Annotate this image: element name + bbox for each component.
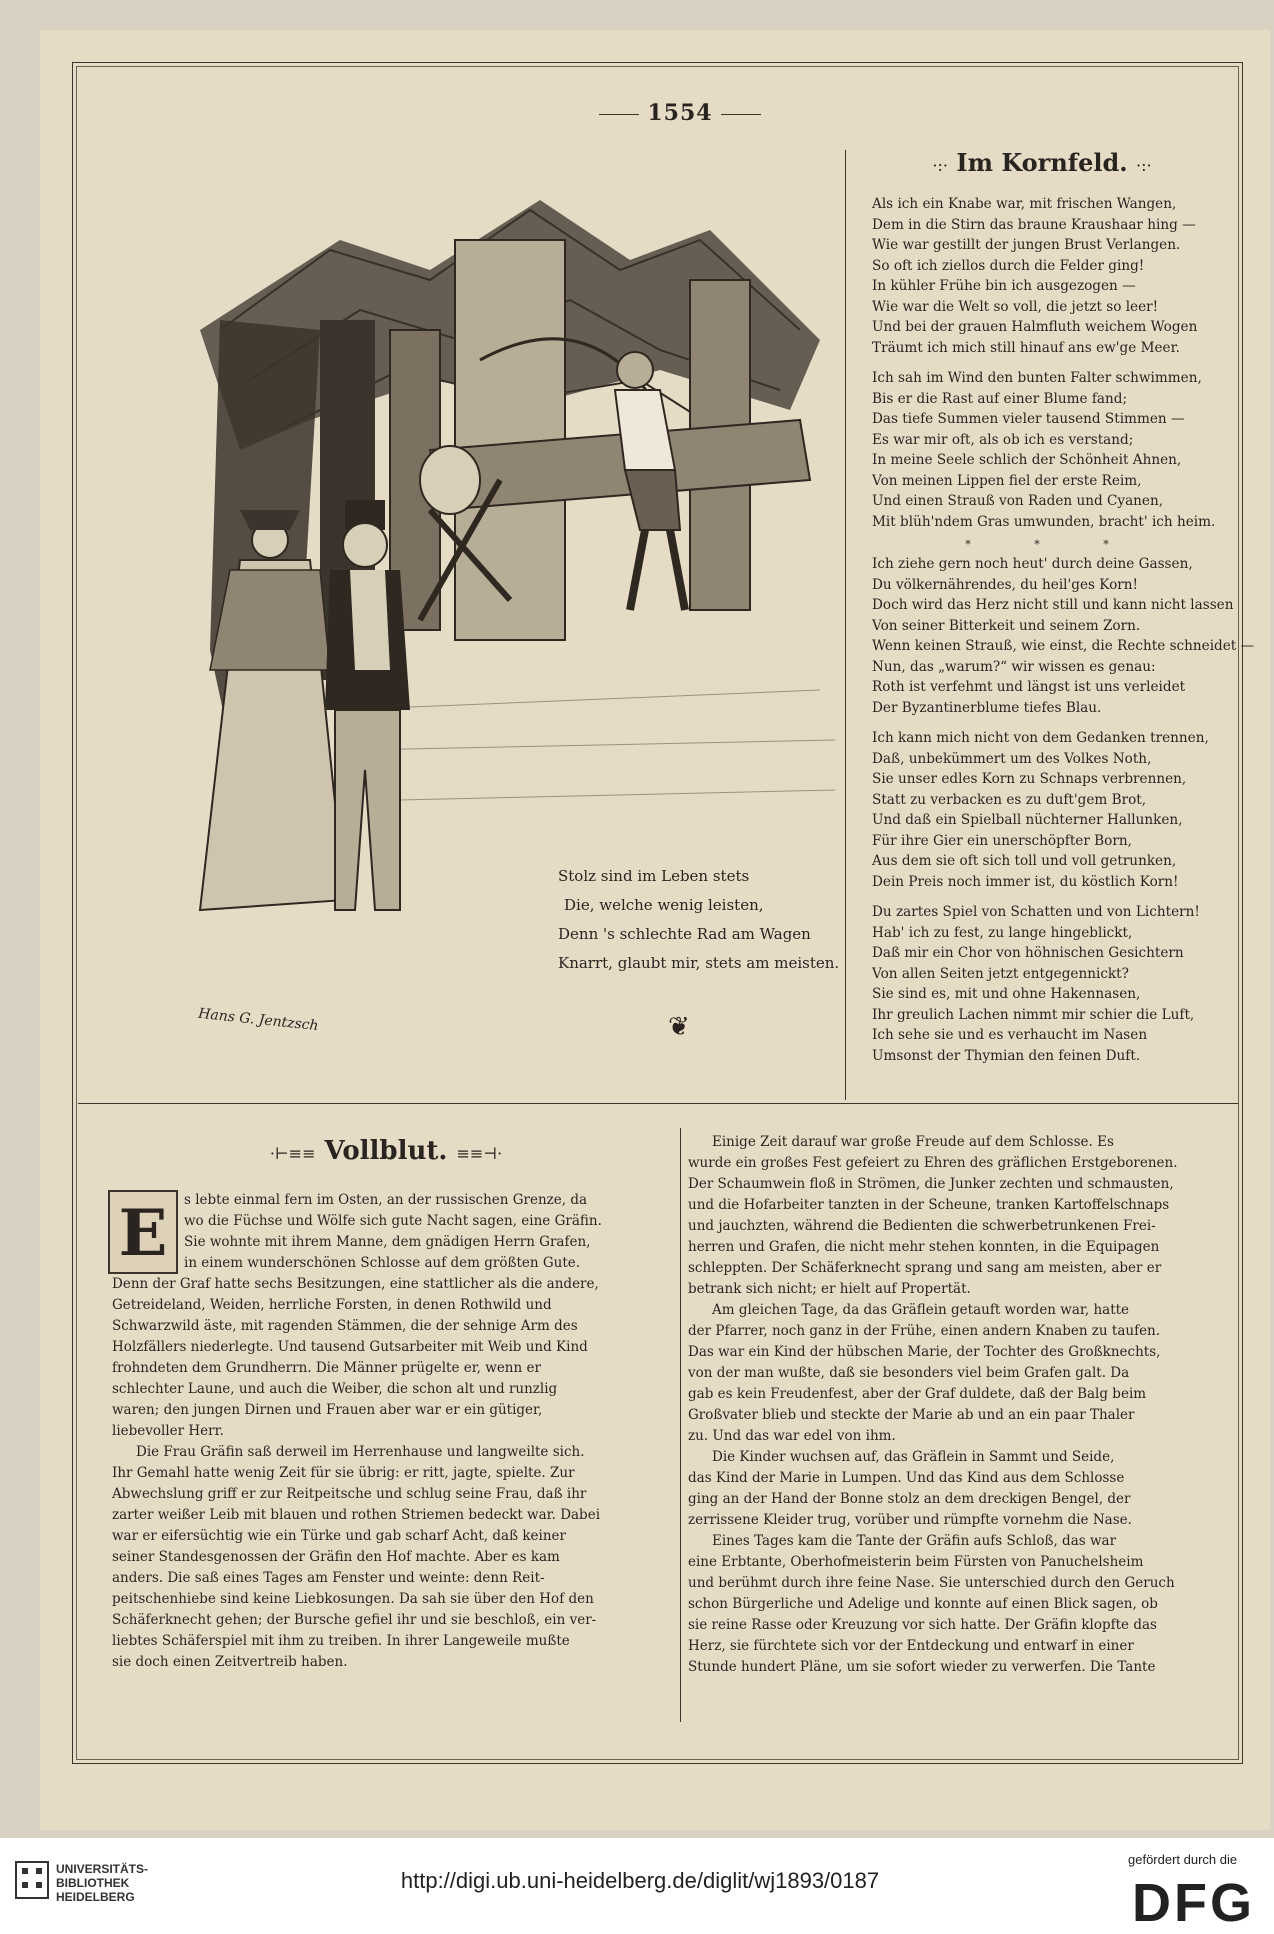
text-line: von der man wußte, daß sie besonders viel beim Grafen galt. Da — [688, 1365, 1130, 1381]
text-line: Die Kinder wuchsen auf, das Gräflein in Sammt und Seide, — [712, 1449, 1115, 1465]
poem-line: Wie war die Welt so voll, die jetzt so leer! — [872, 298, 1159, 315]
poem-line: Daß mir ein Chor von höhnischen Gesichtern — [872, 945, 1184, 961]
text-line: Am gleichen Tage, da das Gräflein getauft worden war, hatte — [712, 1302, 1130, 1318]
text-line: Einige Zeit darauf war große Freude auf dem Schlosse. Es — [712, 1134, 1114, 1150]
text-line: anders. Die saß eines Tages am Fenster und weinte: denn Reit- — [112, 1570, 545, 1586]
poem-line: Nun, das „warum?“ wir wissen es genau: — [872, 658, 1156, 675]
poem-stanza — [872, 368, 1232, 532]
text-line: der Pfarrer, noch ganz in der Frühe, einen andern Knaben zu taufen. — [688, 1323, 1161, 1339]
article-title: ·⊢≡≡ Vollblut. ≡≡⊣· — [269, 1136, 503, 1166]
poem-body — [872, 194, 1255, 1076]
poem-line: Ich kann mich nicht von dem Gedanken trennen, — [872, 730, 1209, 746]
text-line: peitschenhiebe sind keine Liebkosungen. Da sah sie über den Hof den — [112, 1591, 594, 1607]
title-ornament-icon: ·:· — [1135, 156, 1152, 175]
poem-line: Hab' ich zu fest, zu lange hingeblickt, — [872, 924, 1133, 941]
poem-line: Doch wird das Herz nicht still und kann nicht lassen — [872, 597, 1234, 613]
text-line: zerrissene Kleider trug, vorüber und rümpfte vornehm die Nase. — [688, 1512, 1132, 1528]
poem-line: Mit blüh'ndem Gras umwunden, bracht' ich heim. — [872, 513, 1216, 530]
poem-line: Ich sehe sie und es verhaucht im Nasen — [872, 1027, 1148, 1043]
poem-line: Bis er die Rast auf einer Blume fand; — [872, 390, 1128, 407]
poem-line: Träumt ich mich still hinauf ans ew'ge Meer. — [872, 339, 1180, 356]
poem-line: Von seiner Bitterkeit und seinem Zorn. — [872, 617, 1141, 634]
poem-line: Für ihre Gier ein unerschöpfter Born, — [872, 832, 1132, 849]
text-line: gab es kein Freudenfest, aber der Graf duldete, daß der Balg beim — [688, 1386, 1147, 1402]
poem-stanza — [872, 194, 1232, 358]
text-line: und berühmt durch ihre feine Nase. Sie unterschied durch den Geruch — [688, 1575, 1175, 1591]
poem-line: Du zartes Spiel von Schatten und von Lichtern! — [872, 904, 1200, 920]
poem-line: Du völkernährendes, du heil'ges Korn! — [872, 576, 1138, 593]
section-stars: * * * — [965, 538, 1139, 551]
poem-line: Und daß ein Spielball nüchterner Hallunken, — [872, 812, 1183, 828]
poem-line: Sie sind es, mit und ohne Hakennasen, — [872, 986, 1141, 1002]
text-line: schon Bürgerliche und Adelige und konnte auf einen Blick sagen, ob — [688, 1596, 1158, 1612]
poem-line: Von allen Seiten jetzt entgegennickt? — [872, 965, 1129, 982]
poem-line: Ich ziehe gern noch heut' durch deine Gassen, — [872, 556, 1193, 572]
poem-stanza — [872, 554, 1255, 718]
text-line: herren und Grafen, die nicht mehr stehen konnten, in die Equipagen — [688, 1239, 1160, 1255]
poem-line: In kühler Frühe bin ich ausgezogen — — [872, 278, 1136, 294]
text-line: liebevoller Herr. — [112, 1423, 224, 1439]
text-line: seiner Standesgenossen der Gräfin den Hof machte. Aber es kam — [112, 1549, 560, 1565]
poem-title: ·:· Im Kornfeld. ·:· — [932, 148, 1152, 177]
poem-line: Ihr greulich Lachen nimmt mir schier die Luft, — [872, 1006, 1195, 1023]
poem-line: In meine Seele schlich der Schönheit Ahnen, — [872, 452, 1182, 468]
vignette-ornament-icon: ❦ — [668, 1012, 690, 1042]
text-line: waren; den jungen Dirnen und Frauen aber war er ein gütiger, — [112, 1402, 543, 1418]
text-line: betrank sich nicht; er hielt auf Propertät. — [688, 1281, 971, 1297]
poem-line: Der Byzantinerblume tiefes Blau. — [872, 699, 1102, 716]
text-line: liebtes Schäferspiel mit ihm zu treiben. In ihrer Langeweile mußte — [112, 1633, 570, 1649]
text-line: Schwarzwild äste, mit ragenden Stämmen, die der sehnige Arm des — [112, 1318, 578, 1334]
title-ornament-icon: ≡≡⊣· — [456, 1144, 503, 1163]
text-line: Eines Tages kam die Tante der Gräfin aufs Schloß, das war — [712, 1533, 1117, 1549]
text-line: sie reine Rasse oder Kreuzung vor sich hatte. Der Gräfin klopfte das — [688, 1617, 1157, 1633]
text-line: Der Schaumwein floß in Strömen, die Junker zechten und schmausten, — [688, 1176, 1174, 1192]
article-column-divider — [680, 1128, 681, 1722]
illustration-caption — [558, 862, 858, 978]
text-line: s lebte einmal fern im Osten, an der russischen Grenze, da — [184, 1192, 588, 1208]
text-line: Ihr Gemahl hatte wenig Zeit für sie übrig: er ritt, jagte, spielte. Zur — [112, 1465, 575, 1481]
section-divider — [78, 1103, 1238, 1104]
poem-line: Wenn keinen Strauß, wie einst, die Rechte schneidet — — [872, 638, 1255, 654]
poem-line: Aus dem sie oft sich toll und voll getrunken, — [872, 853, 1177, 869]
artist-signature: Hans G. Jentzsch — [197, 1005, 320, 1035]
text-line: wo die Füchse und Wölfe sich gute Nacht sagen, eine Gräfin. — [184, 1213, 602, 1229]
sponsor-label: gefördert durch die — [1128, 1852, 1238, 1867]
text-line: schleppten. Der Schäferknecht sprang und sang am meisten, aber er — [688, 1260, 1162, 1276]
text-line: zarter weißer Leib mit blauen und rothen Striemen bedeckt war. Dabei — [112, 1507, 601, 1523]
text-line: sie doch einen Zeitvertreib haben. — [112, 1654, 348, 1670]
poem-line: Als ich ein Knabe war, mit frischen Wangen, — [872, 196, 1177, 212]
poem-line: Sie unser edles Korn zu Schnaps verbrennen, — [872, 771, 1187, 787]
text-line: das Kind der Marie in Lumpen. Und das Kind aus dem Schlosse — [688, 1470, 1125, 1486]
text-line: Die Frau Gräfin saß derweil im Herrenhause und langweilte sich. — [136, 1444, 585, 1460]
text-line: Großvater blieb und steckte der Marie ab und an ein paar Thaler — [688, 1407, 1135, 1423]
poem-line: So oft ich ziellos durch die Felder ging! — [872, 257, 1145, 274]
text-line: Stunde hundert Pläne, um sie sofort wieder zu verwerfen. Die Tante — [688, 1659, 1156, 1675]
text-line: war er eifersüchtig wie ein Türke und gab scharf Acht, daß keiner — [112, 1528, 566, 1544]
text-line: schlechter Laune, und auch die Weiber, die schon alt und runzlig — [112, 1381, 558, 1397]
poem-line: Dein Preis noch immer ist, du köstlich Korn! — [872, 873, 1179, 890]
poem-stanza — [872, 728, 1232, 892]
text-line: und jauchzten, während die Bedienten die schwerbetrunkenen Frei- — [688, 1218, 1156, 1234]
page-number: 1554 — [580, 100, 780, 126]
text-line: Sie wohnte mit ihrem Manne, dem gnädigen Herrn Grafen, — [184, 1234, 591, 1250]
text-line: Holzfällers niederlegte. Und tausend Gutsarbeiter mit Weib und Kind — [112, 1339, 588, 1355]
text-line: Abwechslung griff er zur Reitpeitsche und schlug seine Frau, daß ihr — [112, 1486, 587, 1502]
article-column-right — [688, 1132, 1238, 1678]
poem-line: Das tiefe Summen vieler tausend Stimmen — — [872, 411, 1185, 427]
text-line: Denn der Graf hatte sechs Besitzungen, eine stattlicher als die andere, — [112, 1276, 599, 1292]
caption-line: Denn 's schlechte Rad am Wagen — [558, 925, 811, 943]
poem-line: Wie war gestillt der jungen Brust Verlangen. — [872, 237, 1181, 253]
poem-line: Es war mir oft, als ob ich es verstand; — [872, 431, 1134, 448]
university-seal-icon — [14, 1860, 50, 1900]
poem-line: Umsonst der Thymian den feinen Duft. — [872, 1047, 1141, 1064]
institution-name[interactable]: UNIVERSITÄTS- BIBLIOTHEK HEIDELBERG — [56, 1862, 149, 1904]
caption-line: Stolz sind im Leben stets — [558, 867, 750, 885]
text-line: ging an der Hand der Bonne stolz an dem dreckigen Bengel, der — [688, 1491, 1131, 1507]
text-line: zu. Und das war edel von ihm. — [688, 1428, 896, 1444]
title-ornament-icon: ·⊢≡≡ — [269, 1144, 316, 1163]
text-line: frohndeten dem Grundherrn. Die Männer prügelte er, wenn er — [112, 1360, 541, 1376]
text-line: eine Erbtante, Oberhofmeisterin beim Fürsten von Panuchelsheim — [688, 1554, 1144, 1570]
poem-line: Von meinen Lippen fiel der erste Reim, — [872, 472, 1142, 489]
dfg-logo[interactable]: DFG — [1132, 1873, 1255, 1933]
poem-line: Dem in die Stirn das braune Kraushaar hing — — [872, 216, 1196, 233]
caption-line: Knarrt, glaubt mir, stets am meisten. — [558, 954, 840, 972]
text-line: Das war ein Kind der hübschen Marie, der Tochter des Großknechts, — [688, 1344, 1161, 1360]
text-line: Getreideland, Weiden, herrliche Forsten, in denen Rothwild und — [112, 1297, 552, 1313]
poem-column-divider — [845, 150, 846, 1100]
text-line: und die Hofarbeiter tanzten in der Scheune, tranken Kartoffelschnaps — [688, 1197, 1170, 1213]
dropcap-initial: E — [108, 1190, 178, 1274]
poem-line: Statt zu verbacken es zu duft'gem Brot, — [872, 791, 1147, 808]
poem-line: Ich sah im Wind den bunten Falter schwimmen, — [872, 370, 1202, 386]
text-line: wurde ein großes Fest gefeiert zu Ehren des gräflichen Erstgeborenen. — [688, 1155, 1178, 1171]
poem-line: Daß, unbekümmert um des Volkes Noth, — [872, 750, 1152, 767]
poem-line: Und bei der grauen Halmfluth weichem Wogen — [872, 319, 1198, 335]
caption-line: Die, welche wenig leisten, — [564, 896, 764, 914]
text-line: Schäferknecht gehen; der Bursche gefiel ihr und sie beschloß, ein ver- — [112, 1612, 597, 1628]
poem-line: Roth ist verfehmt und längst ist uns verleidet — [872, 679, 1186, 695]
text-line: Herz, sie fürchtete sich vor der Entdeckung und entwarf in einer — [688, 1638, 1134, 1654]
text-line: in einem wunderschönen Schlosse auf dem größten Gute. — [184, 1255, 581, 1271]
poem-line: Und einen Strauß von Raden und Cyanen, — [872, 493, 1164, 509]
title-ornament-icon: ·:· — [932, 156, 948, 175]
source-url-link[interactable]: http://digi.ub.uni-heidelberg.de/diglit/wj1893/0187 — [400, 1868, 880, 1893]
poem-stanza — [872, 902, 1232, 1066]
article-column-left — [112, 1190, 667, 1673]
